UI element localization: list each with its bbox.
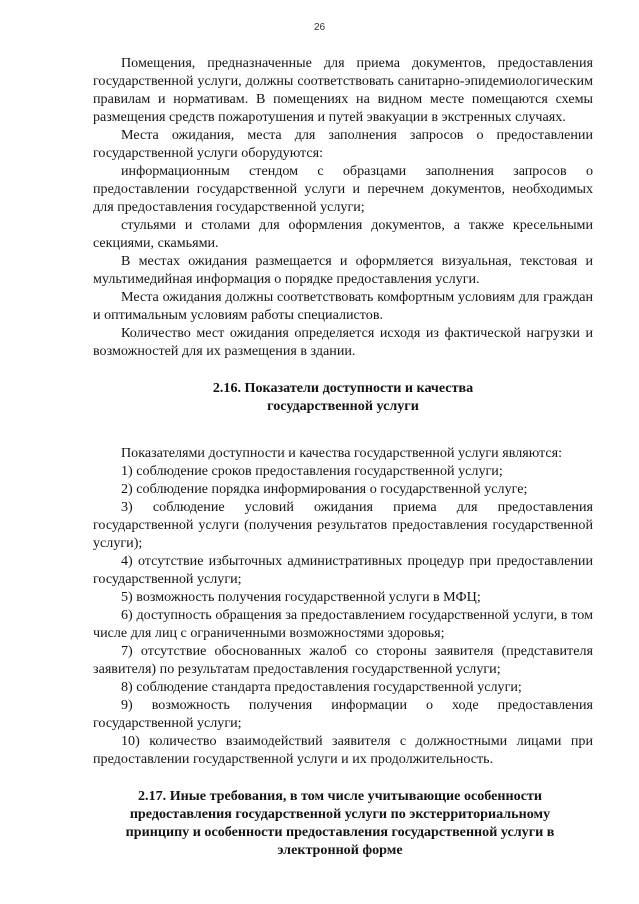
list-item: 9) возможность получения информации о ходе предоставления государственной услуги;: [93, 697, 593, 731]
list-item: 6) доступность обращения за предоставлением государственной услуги, в том числе для лиц с ограниченными возможностями здоровья;: [93, 607, 593, 641]
page-number: 26: [313, 22, 326, 33]
paragraph: Показателями доступности и качества государственной услуги являются:: [121, 445, 563, 461]
heading-line: государственной услуги: [267, 398, 419, 414]
heading-line: 2.17. Иные требования, в том числе учитывающие особенности: [138, 788, 542, 804]
paragraph: стульями и столами для оформления документов, а также кресельными секциями, скамьями.: [93, 217, 593, 251]
paragraph: Места ожидания, места для заполнения запросов о предоставлении государственной услуги оборудуются:: [93, 127, 593, 161]
heading-line: 2.16. Показатели доступности и качества: [212, 380, 474, 396]
list-item: 8) соблюдение стандарта предоставления государственной услуги;: [121, 679, 522, 695]
list-item: 2) соблюдение порядка информирования о государственной услуге;: [121, 481, 528, 497]
paragraph: информационным стендом с образцами заполнения запросов о предоставлении государственной услуги и перечнем документов, необходимых для предоставления государственной услуги;: [93, 163, 593, 215]
paragraph: В местах ожидания размещается и оформляется визуальная, текстовая и мультимедийная информация о порядке предоставления услуги.: [93, 253, 593, 287]
paragraph: Места ожидания должны соответствовать комфортным условиям для граждан и оптимальным условиям работы специалистов.: [93, 289, 593, 323]
list-item: 10) количество взаимодействий заявителя с должностными лицами при предоставлении государственной услуги и их продолжительность.: [93, 733, 593, 767]
section-heading-2-17: [93, 787, 593, 859]
document-body: [93, 54, 593, 859]
list-item: 1) соблюдение сроков предоставления государственной услуги;: [121, 463, 503, 479]
section-2-16-list: [93, 444, 593, 768]
paragraph: Помещения, предназначенные для приема документов, предоставления государственной услуги, должны соответствовать санитарно-эпидемиологическим правилам и нормативам. В помещениях на видном месте помещаются схемы размещения средств пожаротушения и путей эвакуации в экстренных случаях.: [93, 55, 593, 125]
section-heading-2-16: [93, 379, 593, 415]
list-item: 5) возможность получения государственной услуги в МФЦ;: [121, 589, 481, 605]
list-item: 3) соблюдение условий ожидания приема для предоставления государственной услуги (получения результатов предоставления государственной услуги);: [93, 499, 593, 551]
heading-line: принципу и особенности предоставления государственной услуги в: [125, 824, 555, 840]
list-item: 7) отсутствие обоснованных жалоб со стороны заявителя (представителя заявителя) по результатам предоставления государственной услуги;: [93, 643, 593, 677]
intro-section: [93, 54, 593, 360]
heading-line: предоставления государственной услуги по экстерриториальному: [129, 806, 551, 822]
paragraph: Количество мест ожидания определяется исходя из фактической нагрузки и возможностей для их размещения в здании.: [93, 325, 593, 359]
heading-line: электронной форме: [277, 842, 403, 858]
list-item: 4) отсутствие избыточных административных процедур при предоставлении государственной услуги;: [93, 553, 593, 587]
